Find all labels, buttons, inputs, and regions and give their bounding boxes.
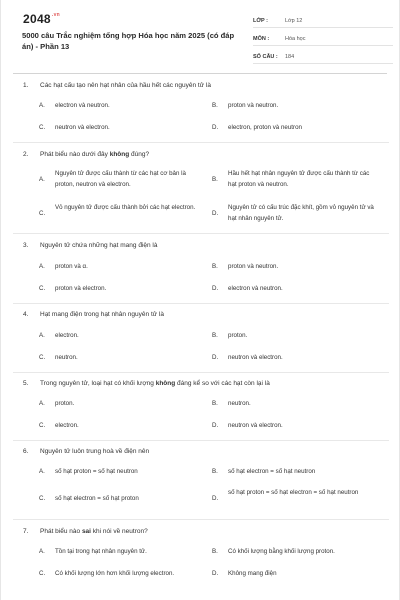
question-divider bbox=[13, 440, 389, 441]
question-divider bbox=[13, 519, 389, 520]
question-text: Các hạt cấu tạo nên hạt nhân của hầu hết các nguyên tử là bbox=[40, 82, 211, 89]
site-logo[interactable]: $2048^{.vn}$ bbox=[23, 12, 61, 26]
question-divider bbox=[13, 303, 389, 304]
question-text: Phát biểu nào sai khi nói về neutron? bbox=[40, 528, 148, 535]
question-divider bbox=[13, 372, 389, 373]
question-text: Nguyên tử luôn trung hoà về điện nên bbox=[40, 448, 150, 455]
meta-count: SỐ CÂU : 184 bbox=[253, 48, 393, 64]
question-text: Phát biểu nào dưới đây không đúng? bbox=[40, 151, 150, 158]
exam-page: $2048^{.vn}$ 5000 câu Trắc nghiệm tổng hợp Hóa học năm 2025 (có đáp án) - Phần 13 LỚP : Lớp 12 MÔN : Hóa học SỐ CÂU : 184 1. Các hạt cấu tạo nên hạt nhân của hầu hết các nguyên tử là A. electron và neutron. B. proton và neutron. C. neutron và electron. D. electron, proton và neutron 2. Phát biểu nào dưới đây không đúng? A. Nguyên tử được cấu thành từ các hạt cơ bản là proton, neutron và electron. B. Hầu hết hạt nhân nguyên tử được cấu thành từ các hạt proton và neutron. C. Vỏ nguyên tử được cấu thành bởi các hạt electron. D. Nguyên tử có cấu trúc đặc khít, gồm vỏ nguyên tử và hạt nhân nguyên tử. 3. Nguyên tử chứa những hạt mang điện là A. proton và α. B. proton và neutron. C. proton và electron. D. electron và neutron. 4. Hạt mang điện trong hạt nhân nguyên tử là A. electron. B. proton. C. neutron. D. neutron và electron. 5. Trong nguyên tử, loại hạt có khối lượng không đáng kể so với các hạt còn lại là A. proton. B. neutron. C. electron. D. neutron và electron. 6. Nguyên tử luôn trung hoà về điện nên A. số hạt proton = số hạt neutron B. số hạt electron = số hạt neutron C. số hạt electron = số hạt proton D. số hạt proton = số hạt electron = số hạt neutron 7. Phát biểu nào sai khi nói về neutron? A. Tồn tại trong hạt nhân nguyên tử. B. Có khối lượng bằng khối lượng proton. C. Có khối lượng lớn hơn khối lượng electron. D. Không mang điện bbox=[0, 0, 400, 600]
question-text: Hạt mang điện trong hạt nhân nguyên tử là bbox=[40, 311, 164, 318]
document-title: 5000 câu Trắc nghiệm tổng hợp Hóa học năm 2025 (có đáp án) - Phần 13 bbox=[22, 31, 235, 51]
meta-info bbox=[253, 12, 393, 66]
question-text: Nguyên tử chứa những hạt mang điện là bbox=[40, 242, 158, 249]
meta-class: LỚP : Lớp 12 bbox=[253, 12, 393, 28]
question-divider bbox=[13, 142, 389, 143]
question-text: Trong nguyên tử, loại hạt có khối lượng không đáng kể so với các hạt còn lại là bbox=[40, 380, 270, 387]
meta-subject: MÔN : Hóa học bbox=[253, 30, 393, 46]
question-divider bbox=[13, 233, 389, 234]
page-header bbox=[13, 0, 387, 74]
